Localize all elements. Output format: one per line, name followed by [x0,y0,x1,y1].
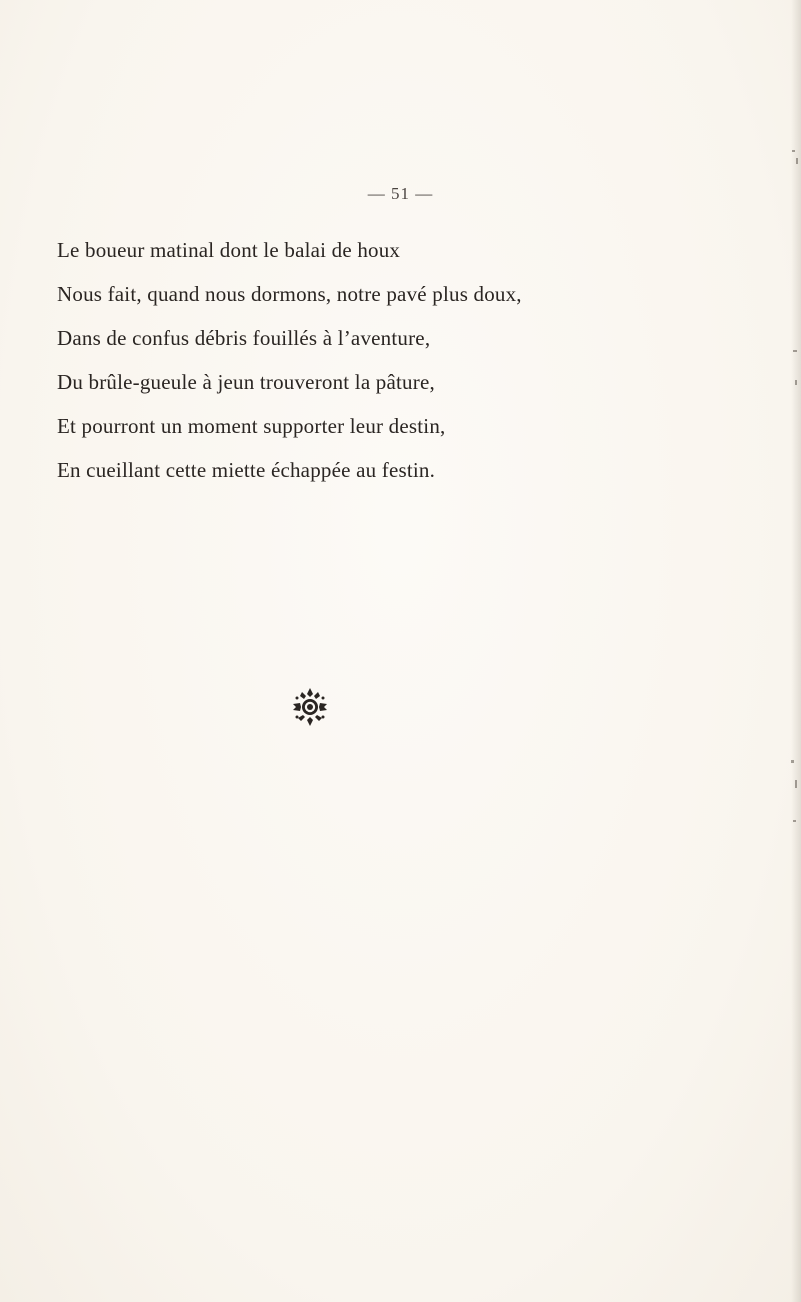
poem-stanza [57,228,757,492]
verse-line: Dans de confus débris fouillés à l’aventure, [57,326,431,350]
verse-line: Nous fait, quand nous dormons, notre pavé plus doux, [57,282,522,306]
verse-line: Et pourront un moment supporter leur destin, [57,414,446,438]
verse-line: En cueillant cette miette échappée au festin. [57,458,436,482]
verse-line: Du brûle-gueule à jeun trouveront la pâture, [57,370,435,394]
page-number: — 51 — [367,184,434,203]
verse-line: Le boueur matinal dont le balai de houx [57,238,401,262]
fleuron-icon [290,686,330,728]
